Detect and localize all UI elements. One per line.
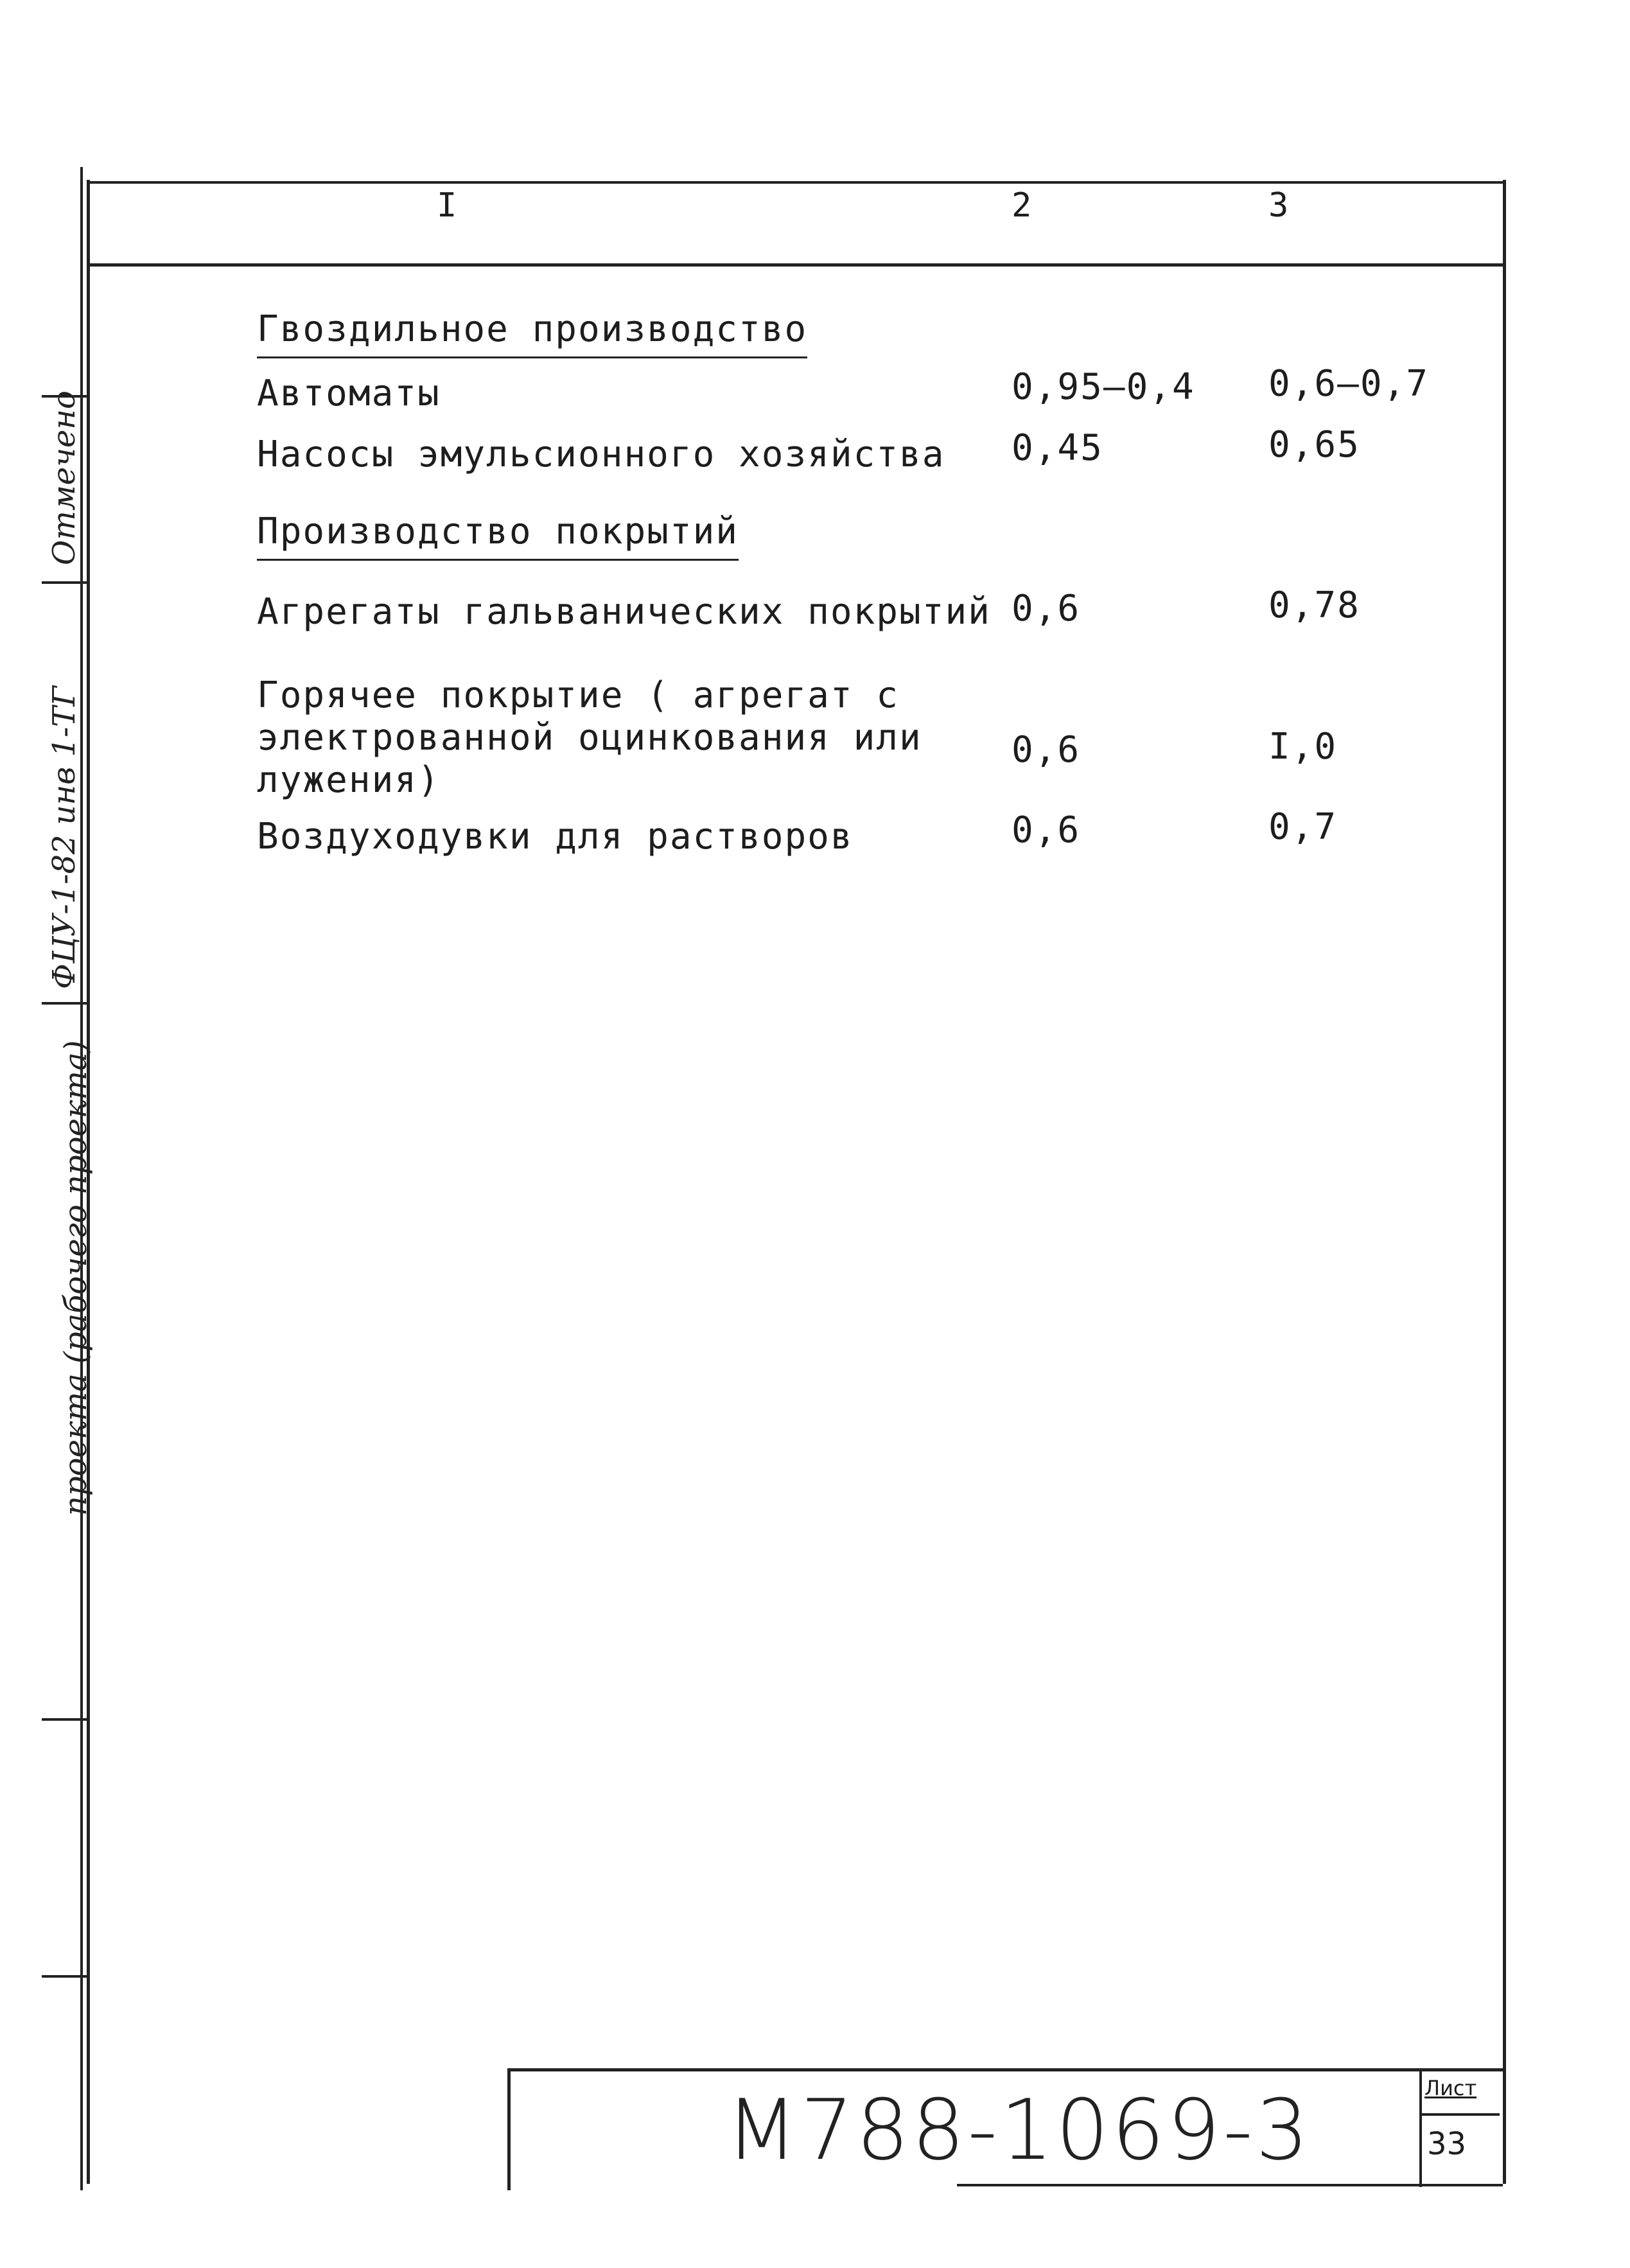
document-code: М788-1069-3 [726,2081,1311,2179]
row-name: Агрегаты гальванических покрытий [257,591,991,633]
margin-tick [42,581,90,584]
table-top-rule [87,181,1503,184]
margin-stamp-text: ФЦУ-1-82 инв 1-ТГ [46,686,82,989]
row-value-col3: 0,6–0,7 [1268,363,1430,405]
margin-tick [42,1718,90,1721]
row-value-col2: 0,6 [1012,809,1081,851]
row-name: Автоматы [257,373,441,414]
sheet-label: Лист [1424,2076,1477,2100]
section-title: Гвоздильное производство [257,308,807,358]
row-name: Насосы эмульсионного хозяйства [257,434,945,475]
title-block-bottom-rule [957,2184,1503,2186]
table-frame [87,180,1506,2184]
row-name-line: лужения) [257,759,441,801]
row-name-line: электрованной оцинкования или [257,717,922,759]
section-title: Производство покрытий [257,511,739,561]
row-value-col2: 0,45 [1012,427,1103,469]
margin-tick [42,1975,90,1978]
column-header-3: 3 [1268,186,1289,225]
margin-stamp-text: проекта (рабочего проекта) [58,1040,94,1516]
row-value-col3: 0,65 [1268,424,1360,466]
margin-stamp-text: Отмечено [46,391,82,565]
row-value-col2: 0,6 [1012,588,1081,629]
row-value-col3: I,0 [1268,726,1338,768]
margin-tick [42,1002,90,1005]
sheet-number: 33 [1427,2126,1467,2162]
header-rule [87,263,1503,267]
row-name: Воздуходувки для растворов [257,816,854,857]
sheet-cell-divider [1419,2113,1500,2116]
column-header-1: I [437,186,457,225]
row-value-col3: 0,78 [1268,585,1360,626]
row-name-line: Горячее покрытие ( агрегат с [257,674,900,716]
row-name-multiline [257,674,922,802]
row-value-col3: 0,7 [1268,806,1338,848]
row-value-col2: 0,6 [1012,729,1081,771]
column-header-2: 2 [1012,186,1032,225]
row-value-col2: 0,95–0,4 [1012,366,1195,408]
